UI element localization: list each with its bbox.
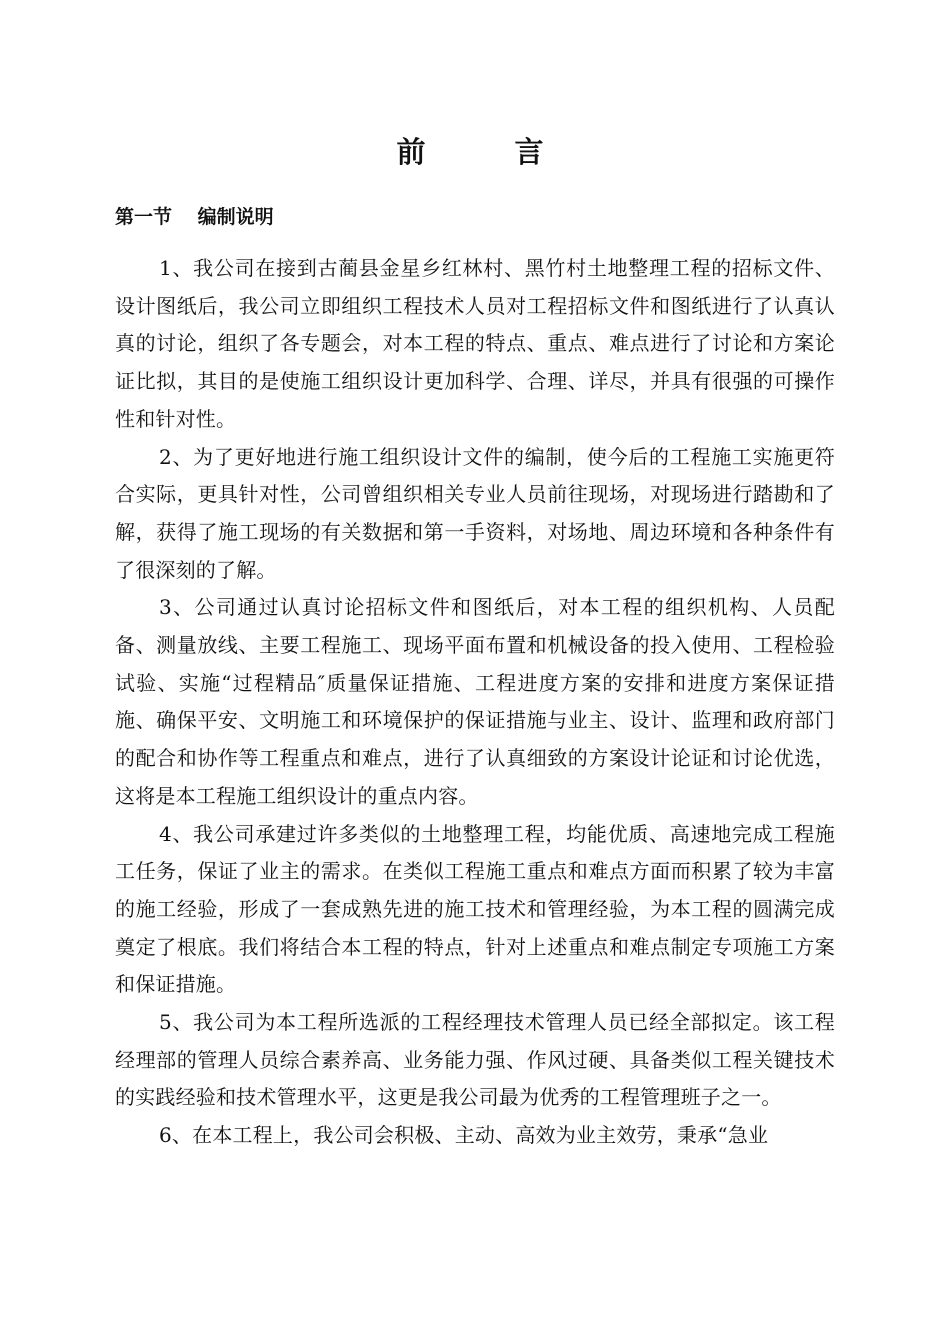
paragraph-3: 3、公司通过认真讨论招标文件和图纸后，对本工程的组织机构、人员配备、测量放线、主要工程施工、现场平面布置和机械设备的投入使用、工程检验试验、实施“过程精品″质量保证措施、工程进度方案的安排和进度方案保证措施、确保平安、文明施工和环境保护的保证措施与业主、设计、监理和政府部门的配合和协作等工程重点和难点，进行了认真细致的方案设计论证和讨论优选，这将是本工程施工组织设计的重点内容。 <box>115 595 835 808</box>
paragraph-4: 4、我公司承建过许多类似的土地整理工程，均能优质、高速地完成工程施工任务，保证了业主的需求。在类似工程施工重点和难点方面而积累了较为丰富的施工经验，形成了一套成熟先进的施工技术和管理经验，为本工程的圆满完成奠定了根底。我们将结合本工程的特点，针对上述重点和难点制定专项施工方案和保证措施。 <box>115 821 835 997</box>
paragraph-6: 6、在本工程上，我公司会积极、主动、高效为业主效劳，秉承“急业 <box>159 1123 769 1148</box>
paragraph-5: 5、我公司为本工程所选派的工程经理技术管理人员已经全部拟定。该工程经理部的管理人员综合素养高、业务能力强、作风过硬、具备类似工程关键技术的实践经验和技术管理水平，这更是我公司最为优秀的工程管理班子之一。 <box>115 1010 835 1110</box>
paragraph-1: 1、我公司在接到古蔺县金星乡红林村、黑竹村土地整理工程的招标文件、设计图纸后，我公司立即组织工程技术人员对工程招标文件和图纸进行了认真认真的讨论，组织了各专题会，对本工程的特点、重点、难点进行了讨论和方案论证比拟，其目的是使施工组织设计更加科学、合理、详尽，并具有很强的可操作性和针对性。 <box>115 256 835 431</box>
section-heading: 第一节 编制说明 <box>115 206 274 228</box>
document-body <box>115 250 835 1155</box>
page-title: 前 言 <box>396 135 574 169</box>
paragraph-2: 2、为了更好地进行施工组织设计文件的编制，使今后的工程施工实施更符合实际，更具针对性，公司曾组织相关专业人员前往现场，对现场进行踏勘和了解，获得了施工现场的有关数据和第一手资料，对场地、周边环境和各种条件有了很深刻的了解。 <box>115 444 835 582</box>
